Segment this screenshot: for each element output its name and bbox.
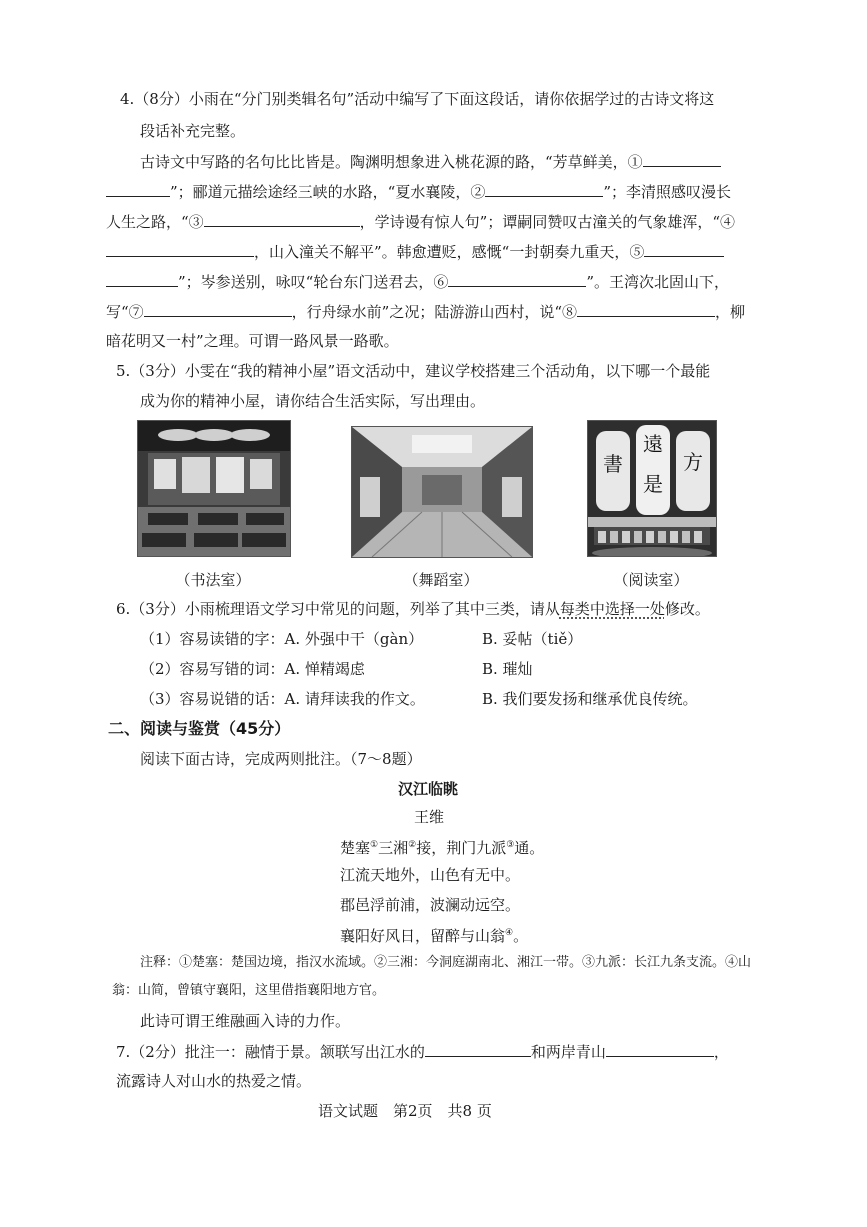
poem-summary: 此诗可谓王维融画入诗的力作。 — [140, 1012, 351, 1030]
q5-title-cont: 成为你的精神小屋，请你结合生活实际，写出理由。 — [140, 392, 486, 410]
q4-para-line7: 暗花明又一村”之理。可谓一路风景一路歌。 — [106, 332, 399, 350]
section-2-intro: 阅读下面古诗，完成两则批注。（7～8题） — [140, 750, 422, 768]
q4-para-line5: ”；岑参送别，咏叹“轮台东门送君去，⑥ ”。王湾次北固山下， — [106, 270, 729, 293]
reading-room-image[interactable] — [587, 420, 717, 557]
poem-notes-line2: 翁：山简，曾镇守襄阳，这里借指襄阳地方官。 — [112, 983, 386, 998]
q7-blank-1[interactable] — [425, 1040, 531, 1057]
q6-row-2b: B. 璀灿 — [482, 660, 533, 678]
blank-5-cont[interactable] — [106, 270, 178, 287]
poem-author: 王维 — [414, 808, 445, 826]
poem-line-2: 江流天地外，山色有无中。 — [340, 866, 521, 884]
q6-row-1b: B. 妥帖（tiě） — [482, 630, 583, 648]
reading-room-illustration — [588, 421, 716, 556]
q4-para-line3: 人生之路，“③ ，学诗谩有惊人句”；谭嗣同赞叹古潼关的气象雄浑，“④ — [106, 210, 735, 233]
reading-room-char-1: 書 — [603, 452, 623, 476]
blank-1[interactable] — [643, 150, 721, 167]
blank-4[interactable] — [106, 240, 254, 257]
q6-row-2a: （2）容易写错的词：A. 惮精竭虑 — [140, 660, 365, 678]
q7-line2: 流露诗人对山水的热爱之情。 — [116, 1072, 312, 1090]
q7-blank-2[interactable] — [606, 1040, 714, 1057]
reading-room-char-4: 方 — [683, 450, 703, 474]
poem-title: 汉江临眺 — [398, 780, 459, 798]
blank-1-cont[interactable] — [106, 180, 170, 197]
blank-2[interactable] — [485, 180, 603, 197]
caption-reading: （阅读室） — [613, 571, 689, 589]
q7-line1: 7.（2分）批注一：融情于景。颔联写出江水的 和两岸青山 ， — [116, 1040, 729, 1063]
blank-7[interactable] — [144, 300, 292, 317]
q5-title: 5.（3分）小雯在“我的精神小屋”语文活动中，建议学校搭建三个活动角，以下哪一个最能 — [116, 362, 711, 380]
dance-room-illustration — [352, 427, 532, 557]
blank-3[interactable] — [204, 210, 360, 227]
q4-title: 4.（8分）小雨在“分门别类辑名句”活动中编写了下面这段话，请你依据学过的古诗文将这 — [120, 90, 715, 108]
blank-6[interactable] — [448, 270, 586, 287]
page-footer: 语文试题 第2页 共8 页 — [318, 1102, 492, 1120]
calligraphy-room-illustration — [138, 421, 290, 556]
poem-line-3: 郡邑浮前浦，波澜动远空。 — [340, 896, 521, 914]
dance-room-image[interactable] — [351, 426, 533, 558]
caption-calligraphy: （书法室） — [175, 571, 251, 589]
q6-row-3a: （3）容易说错的话：A. 请拜读我的作文。 — [140, 690, 425, 708]
reading-room-char-2: 是 — [643, 472, 663, 496]
q4-title-cont: 段话补充完整。 — [140, 122, 246, 140]
blank-8[interactable] — [577, 300, 715, 317]
poem-line-1: 楚塞①三湘②接，荆门九派③通。 — [340, 839, 545, 857]
q4-para-line4: ，山入潼关不解平”。韩愈遭贬，感慨“一封朝奏九重天，⑤ — [106, 240, 724, 263]
poem-line-4: 襄阳好风日，留醉与山翁④。 — [340, 927, 529, 945]
q6-row-3b: B. 我们要发扬和继承优良传统。 — [482, 690, 698, 708]
q4-para-line6: 写“⑦ ，行舟绿水前”之况；陆游游山西村，说“⑧ ，柳 — [106, 300, 745, 323]
caption-dance: （舞蹈室） — [403, 571, 479, 589]
q4-para-line2: ”；郦道元描绘途经三峡的水路，“夏水襄陵，② ”；李清照感叹漫长 — [106, 180, 731, 203]
reading-room-char-3: 遠 — [643, 432, 663, 456]
section-2-heading: 二、阅读与鉴赏（45分） — [108, 719, 291, 738]
calligraphy-room-image[interactable] — [137, 420, 291, 557]
q6-title: 6.（3分）小雨梳理语文学习中常见的问题，列举了其中三类，请从每类中选择一处修改。 — [116, 600, 710, 618]
q4-para-line1: 古诗文中写路的名句比比皆是。陶渊明想象进入桃花源的路，“芳草鲜美，① — [140, 150, 721, 173]
blank-5[interactable] — [644, 240, 724, 257]
q6-row-1a: （1）容易读错的字：A. 外强中干（gàn） — [140, 630, 424, 648]
poem-notes-line1: 注释：①楚塞：楚国边境，指汉水流域。②三湘：今洞庭湖南北、湘江一带。③九派：长江九条支流。④山 — [140, 955, 752, 970]
